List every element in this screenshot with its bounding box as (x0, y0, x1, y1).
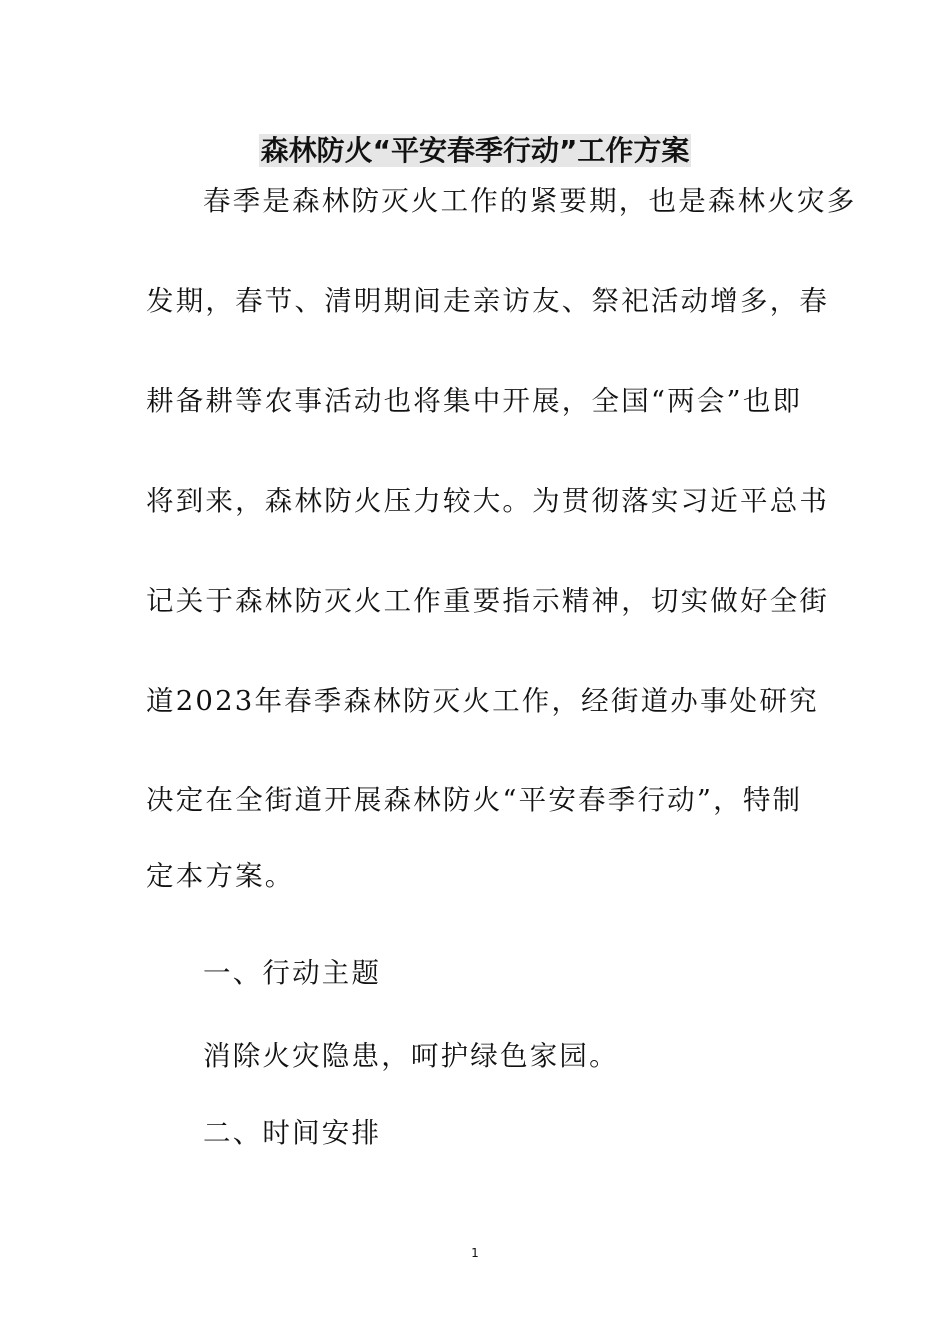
paragraph-line: 记关于森林防灭火工作重要指示精神，切实做好全街 (146, 585, 830, 617)
paragraph-line: 定本方案。 (146, 860, 295, 892)
section-heading-theme: 一、行动主题 (203, 957, 382, 989)
paragraph-line: 决定在全街道开展森林防火“平安春季行动”，特制 (146, 784, 803, 816)
page-number: 1 (471, 1246, 479, 1260)
paragraph-line: 春季是森林防灭火工作的紧要期，也是森林火灾多 (203, 185, 857, 217)
paragraph-line: 道2023年春季森林防灭火工作，经街道办事处研究 (146, 685, 819, 717)
paragraph-line: 耕备耕等农事活动也将集中开展，全国“两会”也即 (146, 385, 803, 417)
paragraph-line: 发期，春节、清明期间走亲访友、祭祀活动增多，春 (146, 285, 830, 317)
paragraph-line: 将到来，森林防火压力较大。为贯彻落实习近平总书 (146, 485, 830, 517)
section-heading-schedule: 二、时间安排 (203, 1117, 382, 1149)
section-body-theme: 消除火灾隐患，呵护绿色家园。 (203, 1040, 619, 1072)
document-title: 森林防火“平安春季行动”工作方案 (260, 134, 690, 167)
